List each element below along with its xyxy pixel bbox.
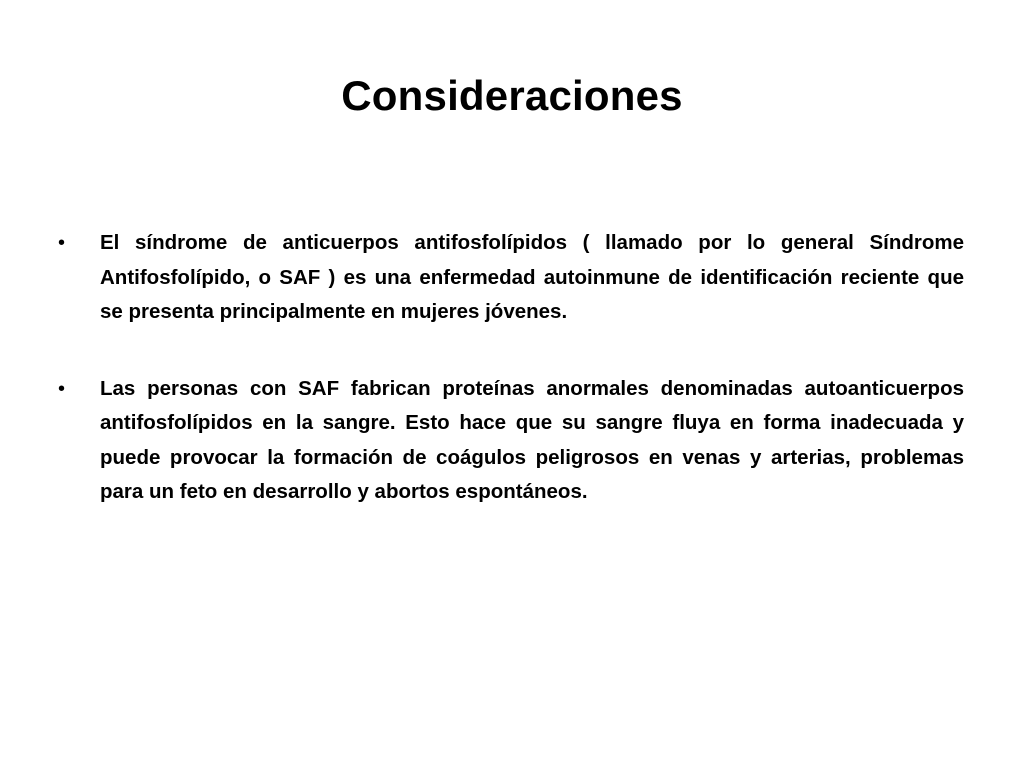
bullet-item-2 <box>56 372 964 510</box>
bullet-marker: • <box>58 232 66 254</box>
bullet-list <box>56 226 964 552</box>
slide-title: Consideraciones <box>341 72 683 119</box>
bullet-marker: • <box>58 377 66 400</box>
bullet-item-1 <box>56 226 964 330</box>
bullet-text-1: El síndrome de anticuerpos antifosfolípidos ( llamado por lo general Síndrome Antifosfolípido, o SAF ) es una enfermedad autoinmune de identificación reciente que se presenta principalmente en mujeres jóvenes. <box>100 231 964 323</box>
bullet-text-2: Las personas con SAF fabrican proteínas anormales denominadas autoanticuerpos antifosfolípidos en la sangre. Esto hace que su sangre fluya en forma inadecuada y puede provocar la formación de coágulos peligrosos en venas y arterias, problemas para un feto en desarrollo y abortos espontáneos. <box>100 376 964 503</box>
